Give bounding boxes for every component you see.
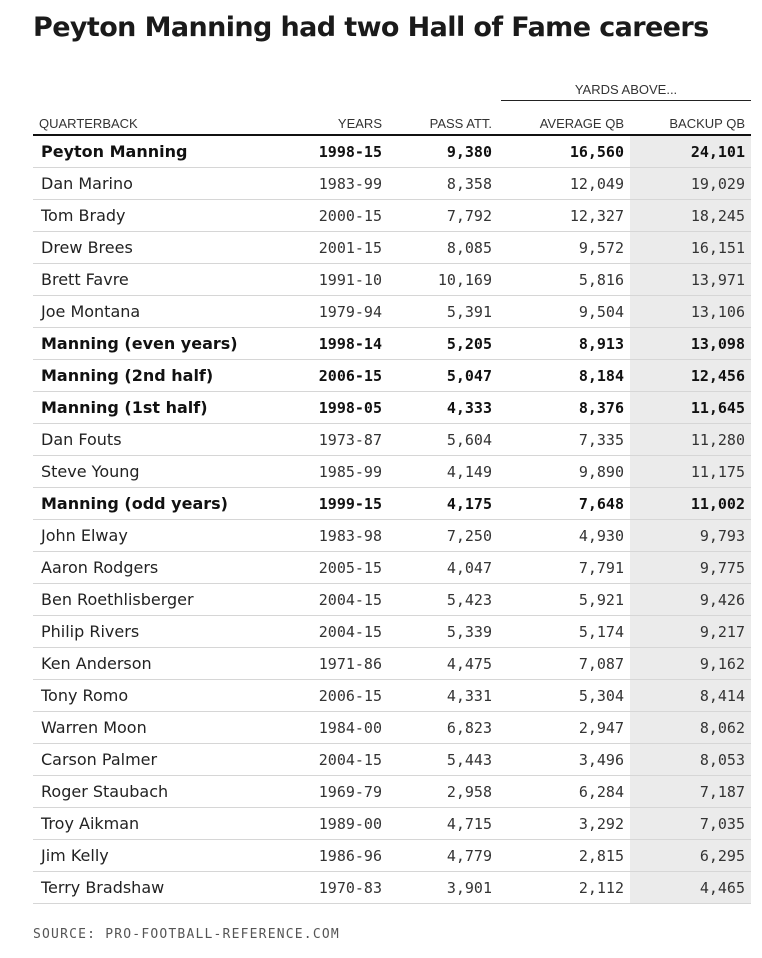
cell-backup-qb: 19,029 bbox=[630, 168, 751, 200]
cell-quarterback: Aaron Rodgers bbox=[33, 552, 300, 584]
table-row bbox=[33, 680, 751, 712]
cell-pass-att: 5,047 bbox=[388, 360, 498, 392]
cell-pass-att: 5,339 bbox=[388, 616, 498, 648]
cell-years: 1998-14 bbox=[300, 328, 388, 360]
cell-years: 2001-15 bbox=[300, 232, 388, 264]
cell-pass-att: 5,604 bbox=[388, 424, 498, 456]
cell-backup-qb: 11,002 bbox=[630, 488, 751, 520]
cell-pass-att: 6,823 bbox=[388, 712, 498, 744]
cell-average-qb: 7,335 bbox=[498, 424, 630, 456]
table-row bbox=[33, 392, 751, 424]
cell-backup-qb: 11,280 bbox=[630, 424, 751, 456]
cell-years: 2006-15 bbox=[300, 680, 388, 712]
cell-pass-att: 7,250 bbox=[388, 520, 498, 552]
table-row bbox=[33, 168, 751, 200]
cell-backup-qb: 8,053 bbox=[630, 744, 751, 776]
cell-average-qb: 16,560 bbox=[498, 135, 630, 168]
cell-quarterback: Tom Brady bbox=[33, 200, 300, 232]
table-row bbox=[33, 135, 751, 168]
table-body bbox=[33, 135, 751, 904]
cell-quarterback: Carson Palmer bbox=[33, 744, 300, 776]
table-row bbox=[33, 776, 751, 808]
cell-average-qb: 5,816 bbox=[498, 264, 630, 296]
cell-years: 2006-15 bbox=[300, 360, 388, 392]
cell-average-qb: 5,174 bbox=[498, 616, 630, 648]
table-row bbox=[33, 456, 751, 488]
cell-average-qb: 7,087 bbox=[498, 648, 630, 680]
cell-backup-qb: 12,456 bbox=[630, 360, 751, 392]
cell-backup-qb: 13,106 bbox=[630, 296, 751, 328]
cell-years: 1969-79 bbox=[300, 776, 388, 808]
cell-quarterback: Manning (1st half) bbox=[33, 392, 300, 424]
cell-quarterback: Roger Staubach bbox=[33, 776, 300, 808]
cell-backup-qb: 18,245 bbox=[630, 200, 751, 232]
cell-average-qb: 7,791 bbox=[498, 552, 630, 584]
cell-average-qb: 8,913 bbox=[498, 328, 630, 360]
cell-pass-att: 4,175 bbox=[388, 488, 498, 520]
cell-average-qb: 3,292 bbox=[498, 808, 630, 840]
cell-backup-qb: 11,175 bbox=[630, 456, 751, 488]
header-average-qb: AVERAGE QB bbox=[498, 106, 630, 135]
table-row bbox=[33, 520, 751, 552]
cell-years: 2004-15 bbox=[300, 616, 388, 648]
table-row bbox=[33, 840, 751, 872]
table-row bbox=[33, 616, 751, 648]
cell-quarterback: Manning (even years) bbox=[33, 328, 300, 360]
cell-average-qb: 9,890 bbox=[498, 456, 630, 488]
cell-quarterback: Steve Young bbox=[33, 456, 300, 488]
cell-pass-att: 4,331 bbox=[388, 680, 498, 712]
cell-average-qb: 4,930 bbox=[498, 520, 630, 552]
cell-backup-qb: 13,098 bbox=[630, 328, 751, 360]
cell-pass-att: 10,169 bbox=[388, 264, 498, 296]
cell-quarterback: Brett Favre bbox=[33, 264, 300, 296]
cell-average-qb: 6,284 bbox=[498, 776, 630, 808]
cell-quarterback: Ben Roethlisberger bbox=[33, 584, 300, 616]
cell-pass-att: 4,333 bbox=[388, 392, 498, 424]
cell-backup-qb: 16,151 bbox=[630, 232, 751, 264]
cell-pass-att: 5,423 bbox=[388, 584, 498, 616]
cell-pass-att: 4,149 bbox=[388, 456, 498, 488]
cell-average-qb: 9,572 bbox=[498, 232, 630, 264]
table-row bbox=[33, 872, 751, 904]
cell-pass-att: 7,792 bbox=[388, 200, 498, 232]
table-row bbox=[33, 232, 751, 264]
cell-years: 1989-00 bbox=[300, 808, 388, 840]
cell-quarterback: Troy Aikman bbox=[33, 808, 300, 840]
table-row bbox=[33, 744, 751, 776]
cell-pass-att: 8,085 bbox=[388, 232, 498, 264]
cell-years: 1971-86 bbox=[300, 648, 388, 680]
cell-years: 1985-99 bbox=[300, 456, 388, 488]
table-row bbox=[33, 712, 751, 744]
cell-years: 1991-10 bbox=[300, 264, 388, 296]
table-row bbox=[33, 488, 751, 520]
cell-average-qb: 12,327 bbox=[498, 200, 630, 232]
table-row bbox=[33, 424, 751, 456]
cell-backup-qb: 9,217 bbox=[630, 616, 751, 648]
header-backup-qb: BACKUP QB bbox=[630, 106, 751, 135]
cell-quarterback: Dan Fouts bbox=[33, 424, 300, 456]
cell-pass-att: 9,380 bbox=[388, 135, 498, 168]
cell-average-qb: 2,112 bbox=[498, 872, 630, 904]
cell-quarterback: John Elway bbox=[33, 520, 300, 552]
cell-quarterback: Ken Anderson bbox=[33, 648, 300, 680]
column-group-yards-above: YARDS ABOVE... bbox=[501, 80, 751, 101]
cell-years: 1998-15 bbox=[300, 135, 388, 168]
cell-backup-qb: 9,793 bbox=[630, 520, 751, 552]
cell-quarterback: Dan Marino bbox=[33, 168, 300, 200]
table-row bbox=[33, 552, 751, 584]
cell-backup-qb: 11,645 bbox=[630, 392, 751, 424]
table-row bbox=[33, 648, 751, 680]
cell-pass-att: 4,047 bbox=[388, 552, 498, 584]
header-quarterback: QUARTERBACK bbox=[33, 106, 300, 135]
cell-quarterback: Terry Bradshaw bbox=[33, 872, 300, 904]
table-row bbox=[33, 296, 751, 328]
cell-years: 1986-96 bbox=[300, 840, 388, 872]
cell-pass-att: 4,475 bbox=[388, 648, 498, 680]
cell-pass-att: 8,358 bbox=[388, 168, 498, 200]
header-row bbox=[33, 106, 751, 135]
cell-years: 1983-98 bbox=[300, 520, 388, 552]
cell-average-qb: 5,921 bbox=[498, 584, 630, 616]
quarterback-table bbox=[33, 106, 751, 904]
cell-backup-qb: 7,187 bbox=[630, 776, 751, 808]
cell-pass-att: 5,443 bbox=[388, 744, 498, 776]
cell-quarterback: Joe Montana bbox=[33, 296, 300, 328]
cell-years: 2004-15 bbox=[300, 744, 388, 776]
cell-pass-att: 5,391 bbox=[388, 296, 498, 328]
cell-quarterback: Philip Rivers bbox=[33, 616, 300, 648]
cell-quarterback: Jim Kelly bbox=[33, 840, 300, 872]
cell-years: 1984-00 bbox=[300, 712, 388, 744]
cell-backup-qb: 6,295 bbox=[630, 840, 751, 872]
cell-average-qb: 12,049 bbox=[498, 168, 630, 200]
cell-pass-att: 4,715 bbox=[388, 808, 498, 840]
cell-pass-att: 4,779 bbox=[388, 840, 498, 872]
cell-pass-att: 2,958 bbox=[388, 776, 498, 808]
cell-average-qb: 3,496 bbox=[498, 744, 630, 776]
cell-quarterback: Warren Moon bbox=[33, 712, 300, 744]
table-row bbox=[33, 584, 751, 616]
cell-backup-qb: 9,426 bbox=[630, 584, 751, 616]
cell-pass-att: 3,901 bbox=[388, 872, 498, 904]
cell-years: 1973-87 bbox=[300, 424, 388, 456]
cell-years: 1979-94 bbox=[300, 296, 388, 328]
cell-years: 1970-83 bbox=[300, 872, 388, 904]
cell-backup-qb: 9,162 bbox=[630, 648, 751, 680]
cell-quarterback: Drew Brees bbox=[33, 232, 300, 264]
table-row bbox=[33, 360, 751, 392]
cell-years: 2000-15 bbox=[300, 200, 388, 232]
cell-backup-qb: 8,062 bbox=[630, 712, 751, 744]
cell-quarterback: Peyton Manning bbox=[33, 135, 300, 168]
cell-years: 1998-05 bbox=[300, 392, 388, 424]
header-pass-att: PASS ATT. bbox=[388, 106, 498, 135]
cell-average-qb: 9,504 bbox=[498, 296, 630, 328]
cell-backup-qb: 13,971 bbox=[630, 264, 751, 296]
cell-average-qb: 8,376 bbox=[498, 392, 630, 424]
cell-years: 1983-99 bbox=[300, 168, 388, 200]
cell-backup-qb: 24,101 bbox=[630, 135, 751, 168]
cell-years: 2005-15 bbox=[300, 552, 388, 584]
cell-backup-qb: 4,465 bbox=[630, 872, 751, 904]
cell-years: 2004-15 bbox=[300, 584, 388, 616]
cell-quarterback: Tony Romo bbox=[33, 680, 300, 712]
cell-average-qb: 5,304 bbox=[498, 680, 630, 712]
table-row bbox=[33, 808, 751, 840]
cell-backup-qb: 9,775 bbox=[630, 552, 751, 584]
table-row bbox=[33, 200, 751, 232]
cell-average-qb: 2,815 bbox=[498, 840, 630, 872]
cell-average-qb: 8,184 bbox=[498, 360, 630, 392]
table-row bbox=[33, 328, 751, 360]
cell-quarterback: Manning (2nd half) bbox=[33, 360, 300, 392]
cell-average-qb: 2,947 bbox=[498, 712, 630, 744]
table-row bbox=[33, 264, 751, 296]
cell-quarterback: Manning (odd years) bbox=[33, 488, 300, 520]
cell-average-qb: 7,648 bbox=[498, 488, 630, 520]
header-years: YEARS bbox=[300, 106, 388, 135]
page-title: Peyton Manning had two Hall of Fame careers bbox=[33, 12, 709, 43]
cell-backup-qb: 8,414 bbox=[630, 680, 751, 712]
cell-backup-qb: 7,035 bbox=[630, 808, 751, 840]
source-note: SOURCE: PRO-FOOTBALL-REFERENCE.COM bbox=[33, 927, 340, 942]
cell-pass-att: 5,205 bbox=[388, 328, 498, 360]
cell-years: 1999-15 bbox=[300, 488, 388, 520]
